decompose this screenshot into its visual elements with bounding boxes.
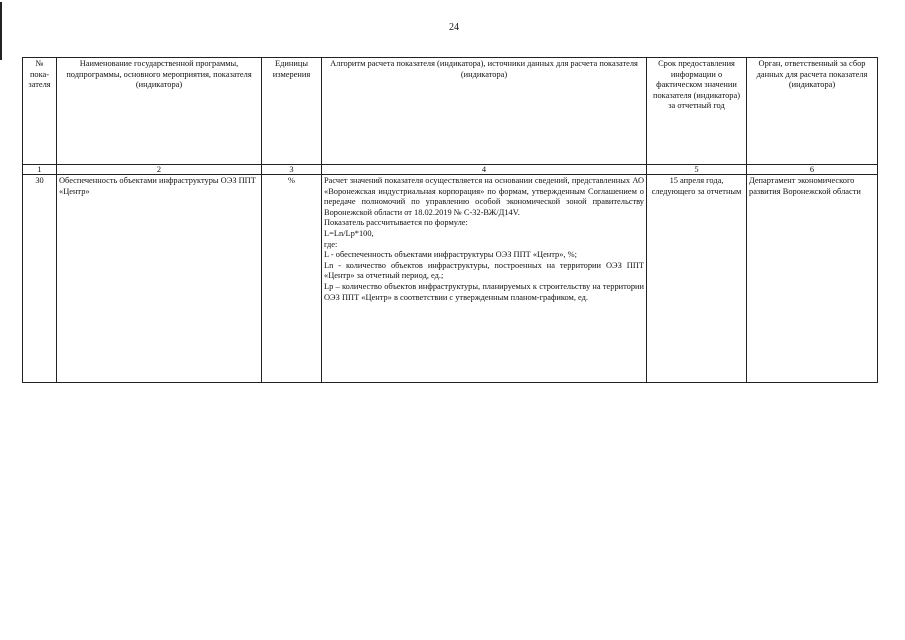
header-responsible: Орган, ответственный за сбор данных для расчета показателя (индикатора) [747, 58, 878, 165]
algorithm-paragraph: Lp – количество объектов инфраструктуры, планируемых к строительству на территории ОЭЗ ППТ «Центр» в соответствии с утвержденным планом-графиком, ед. [324, 281, 644, 302]
indicator-responsible: Департамент экономического развития Воронежской области [747, 175, 878, 383]
indicator-algorithm [322, 175, 647, 383]
header-deadline: Срок предоставления информации о фактическом значении показателя (индикатора) за отчетный год [647, 58, 747, 165]
header-name: Наименование государственной программы, подпрограммы, основного мероприятия, показателя (индикатора) [57, 58, 262, 165]
indicator-number: 30 [23, 175, 57, 383]
page-number: 24 [449, 22, 459, 33]
column-number: 2 [57, 165, 262, 175]
indicator-name: Обеспеченность объектами инфраструктуры ОЭЗ ППТ «Центр» [57, 175, 262, 383]
algorithm-paragraph: Показатель рассчитывается по формуле: [324, 218, 468, 228]
algorithm-paragraph: где: [324, 239, 338, 249]
indicator-unit: % [262, 175, 322, 383]
page-edge-mark [0, 2, 2, 60]
column-number: 6 [747, 165, 878, 175]
algorithm-formula: L=Ln/Lp*100, [324, 228, 374, 238]
header-number: № пока-зателя [23, 58, 57, 165]
column-number: 4 [322, 165, 647, 175]
algorithm-paragraph: Ln - количество объектов инфраструктуры, построенных на территории ОЭЗ ППТ «Центр» за отчетный период, ед.; [324, 260, 644, 281]
column-number: 3 [262, 165, 322, 175]
column-number: 1 [23, 165, 57, 175]
column-number-row [23, 165, 878, 175]
header-unit: Единицы измерения [262, 58, 322, 165]
header-row [23, 58, 878, 165]
column-number: 5 [647, 165, 747, 175]
table-row [23, 175, 878, 383]
indicator-deadline: 15 апреля года, следующего за отчетным [647, 175, 747, 383]
indicator-table [22, 57, 878, 383]
algorithm-paragraph: Расчет значений показателя осуществляется на основании сведений, представленных АО «Воронежская индустриальная корпорация» по формам, утвержденным Соглашением о передаче полномочий по управлению особой экономической зоной правительству Воронежской области от 18.02.2019 № С-32-ВЖ/Д14V. [324, 176, 644, 217]
header-algorithm: Алгоритм расчета показателя (индикатора), источники данных для расчета показателя (индикатора) [322, 58, 647, 165]
algorithm-paragraph: L - обеспеченность объектами инфраструктуры ОЭЗ ППТ «Центр», %; [324, 250, 577, 260]
